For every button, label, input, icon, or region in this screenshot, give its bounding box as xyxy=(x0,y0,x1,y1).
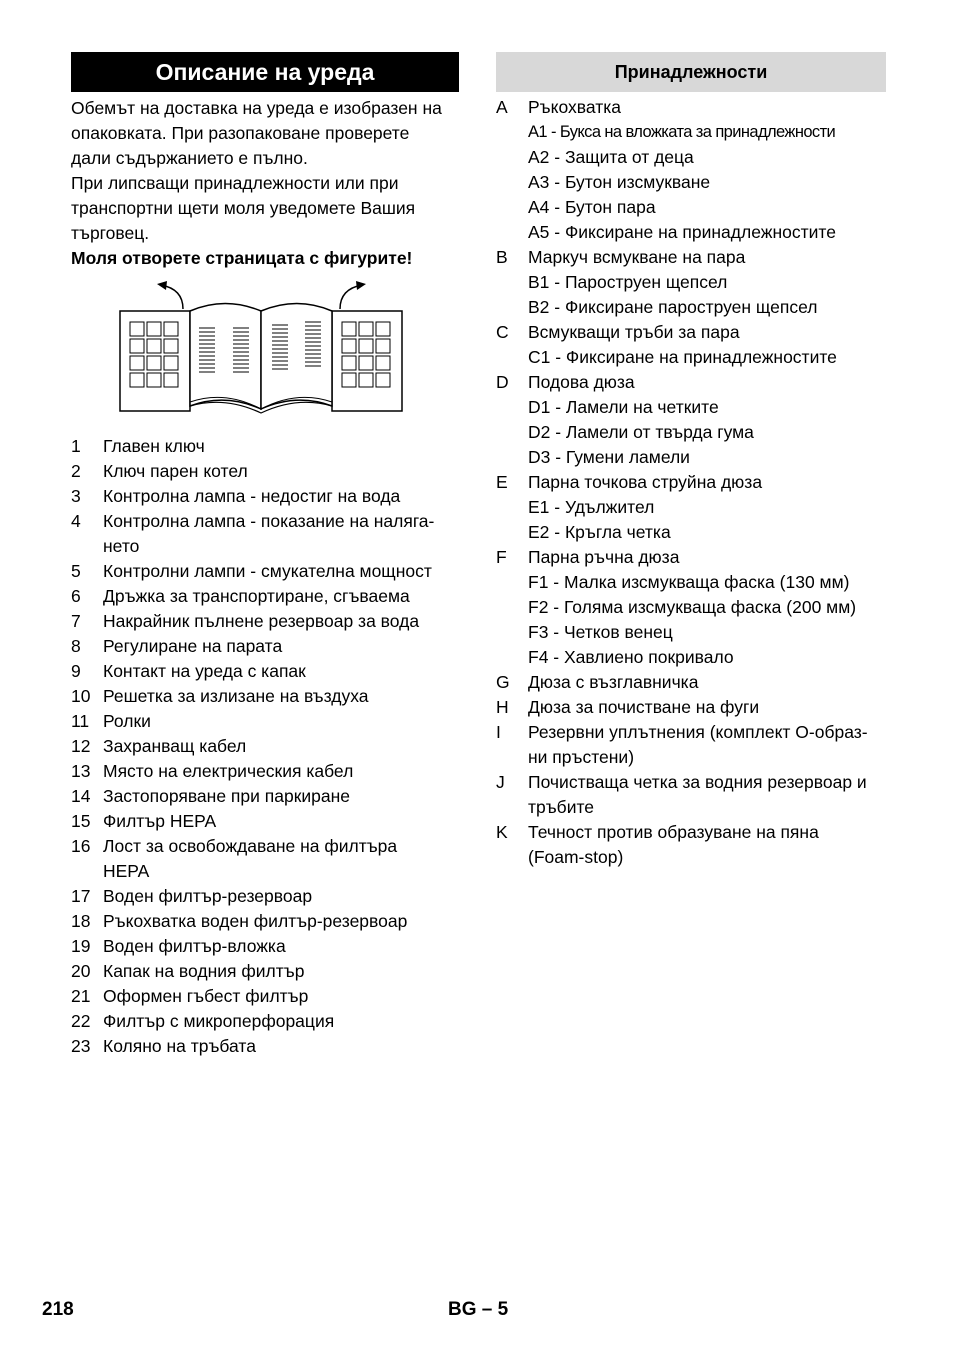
accessory-name: Всмукващи тръби за пара xyxy=(528,322,740,342)
accessory-subitem: B2 - Фиксиране пароструен щепсел xyxy=(528,297,818,317)
item-number: 15 xyxy=(71,811,91,831)
accessory-name: ни пръстени) xyxy=(528,747,635,767)
item-text-line: Дръжка за транспортиране, сгъваема xyxy=(103,586,410,606)
item-text-line: Ролки xyxy=(103,711,151,731)
item-text-line: нето xyxy=(103,536,140,556)
accessory-body xyxy=(528,470,886,545)
item-text-line: Ключ парен котел xyxy=(103,461,248,481)
item-number: 14 xyxy=(71,786,91,806)
accessory-group xyxy=(496,320,886,370)
accessory-subitem: A2 - Защита от деца xyxy=(528,147,694,167)
accessory-group xyxy=(496,770,886,820)
item-text xyxy=(103,759,459,784)
list-item xyxy=(71,509,459,559)
accessory-subitem: A3 - Бутон изсмукване xyxy=(528,172,711,192)
item-text xyxy=(103,509,459,559)
list-item xyxy=(71,734,459,759)
item-text-line: Накрайник пълнене резервоар за вода xyxy=(103,611,420,631)
accessory-subitem: B1 - Пароструен щепсел xyxy=(528,272,728,292)
item-number: 19 xyxy=(71,936,91,956)
item-text-line: HEPA xyxy=(103,861,150,881)
section-title-accessories: Принадлежности xyxy=(496,52,886,92)
accessory-body xyxy=(528,370,886,470)
accessory-body xyxy=(528,695,886,720)
accessory-body xyxy=(528,770,886,820)
item-text xyxy=(103,834,459,884)
accessory-subitem: F1 - Малка изсмукваща фаска (130 мм) xyxy=(528,572,850,592)
item-text-line: Главен ключ xyxy=(103,436,205,456)
item-text-line: Контролна лампа - недостиг на вода xyxy=(103,486,401,506)
accessory-letter: C xyxy=(496,322,509,342)
accessory-name: Дюза за почистване на фуги xyxy=(528,697,760,717)
accessory-subitem: A1 - Букса на вложката за принадлежности xyxy=(528,123,836,141)
item-text-line: Воден филтър-вложка xyxy=(103,936,286,956)
item-number: 23 xyxy=(71,1036,91,1056)
item-number: 9 xyxy=(71,661,81,681)
list-item xyxy=(71,809,459,834)
item-text xyxy=(103,959,459,984)
list-item xyxy=(71,759,459,784)
list-item xyxy=(71,634,459,659)
item-text-line: Застопоряване при паркиране xyxy=(103,786,350,806)
item-number: 12 xyxy=(71,736,91,756)
accessory-group xyxy=(496,470,886,545)
accessory-body xyxy=(528,545,886,670)
open-book-figure xyxy=(117,281,407,421)
accessory-letter: J xyxy=(496,772,505,792)
accessory-group xyxy=(496,670,886,695)
accessory-letter: G xyxy=(496,672,510,692)
list-item xyxy=(71,959,459,984)
item-number: 18 xyxy=(71,911,91,931)
item-text xyxy=(103,1034,459,1059)
item-text xyxy=(103,734,459,759)
item-number: 7 xyxy=(71,611,81,631)
device-parts-list xyxy=(71,434,459,1059)
accessory-letter: H xyxy=(496,697,509,717)
item-text xyxy=(103,1009,459,1034)
list-item xyxy=(71,659,459,684)
item-text xyxy=(103,809,459,834)
accessory-subitem: D2 - Ламели от твърда гума xyxy=(528,422,754,442)
item-text xyxy=(103,559,459,584)
accessory-group xyxy=(496,695,886,720)
item-text xyxy=(103,784,459,809)
item-text-line: Коляно на тръбата xyxy=(103,1036,256,1056)
accessory-letter: I xyxy=(496,722,501,742)
accessory-subitem: F2 - Голяма изсмукваща фаска (200 мм) xyxy=(528,597,857,617)
accessory-name: Маркуч всмукване на пара xyxy=(528,247,746,267)
list-item xyxy=(71,584,459,609)
item-number: 10 xyxy=(71,686,91,706)
section-title-description: Описание на уреда xyxy=(71,52,459,92)
accessory-subitem: F4 - Хавлиено покривало xyxy=(528,647,734,667)
item-text-line: Място на електрическия кабел xyxy=(103,761,354,781)
item-text xyxy=(103,684,459,709)
list-item xyxy=(71,884,459,909)
item-text xyxy=(103,484,459,509)
accessory-body xyxy=(528,245,886,320)
accessory-name: Парна точкова струйна дюза xyxy=(528,472,763,492)
accessory-letter: E xyxy=(496,472,508,492)
item-text-line: Решетка за излизане на въздуха xyxy=(103,686,369,706)
accessory-subitem: E1 - Удължител xyxy=(528,497,655,517)
list-item xyxy=(71,684,459,709)
list-item xyxy=(71,709,459,734)
left-column xyxy=(71,52,459,1059)
accessory-subitem: C1 - Фиксиране на принадлежностите xyxy=(528,347,837,367)
list-item xyxy=(71,434,459,459)
item-text xyxy=(103,884,459,909)
item-number: 8 xyxy=(71,636,81,656)
item-text xyxy=(103,434,459,459)
item-text xyxy=(103,584,459,609)
accessory-name: (Foam-stop) xyxy=(528,847,624,867)
item-text xyxy=(103,984,459,1009)
page-number: 218 xyxy=(42,1299,74,1320)
list-item xyxy=(71,1009,459,1034)
item-number: 6 xyxy=(71,586,81,606)
intro-line: опаковката. При разопаковане проверете xyxy=(71,123,410,143)
accessory-group xyxy=(496,720,886,770)
item-text-line: Регулиране на парата xyxy=(103,636,283,656)
list-item xyxy=(71,909,459,934)
accessory-name: Парна ръчна дюза xyxy=(528,547,680,567)
intro-line: търговец. xyxy=(71,223,150,243)
item-number: 20 xyxy=(71,961,91,981)
list-item xyxy=(71,459,459,484)
accessories-list xyxy=(496,95,886,870)
item-text-line: Воден филтър-резервоар xyxy=(103,886,313,906)
accessory-letter: D xyxy=(496,372,509,392)
page-code: BG – 5 xyxy=(448,1299,509,1320)
item-number: 13 xyxy=(71,761,91,781)
accessory-subitem: D1 - Ламели на четките xyxy=(528,397,719,417)
item-number: 4 xyxy=(71,511,81,531)
accessory-group xyxy=(496,370,886,470)
list-item xyxy=(71,934,459,959)
item-number: 5 xyxy=(71,561,81,581)
right-column xyxy=(496,52,886,870)
item-text-line: Контакт на уреда с капак xyxy=(103,661,306,681)
item-text-line: Контролни лампи - смукателна мощност xyxy=(103,561,432,581)
item-text-line: Ръкохватка воден филтър-резервоар xyxy=(103,911,408,931)
item-text xyxy=(103,909,459,934)
accessory-name: Ръкохватка xyxy=(528,97,621,117)
list-item xyxy=(71,484,459,509)
accessory-name: Дюза с възглавничка xyxy=(528,672,699,692)
list-item xyxy=(71,784,459,809)
intro-line: транспортни щети моля уведомете Вашия xyxy=(71,198,416,218)
list-item xyxy=(71,834,459,884)
intro-line: Обемът на доставка на уреда е изобразен на xyxy=(71,98,442,118)
list-item xyxy=(71,1034,459,1059)
accessory-name: тръбите xyxy=(528,797,595,817)
accessory-name: Почистваща четка за водния резервоар и xyxy=(528,772,867,792)
accessory-letter: K xyxy=(496,822,508,842)
item-text-line: Контролна лампа - показание на наляга- xyxy=(103,511,435,531)
accessory-subitem: D3 - Гумени ламели xyxy=(528,447,690,467)
list-item xyxy=(71,609,459,634)
accessory-letter: F xyxy=(496,547,507,567)
item-number: 17 xyxy=(71,886,91,906)
accessory-subitem: A5 - Фиксиране на принадлежностите xyxy=(528,222,836,242)
accessory-subitem: A4 - Бутон пара xyxy=(528,197,656,217)
list-item xyxy=(71,559,459,584)
accessory-body xyxy=(528,670,886,695)
accessory-body xyxy=(528,320,886,370)
accessory-body xyxy=(528,820,886,870)
item-number: 3 xyxy=(71,486,81,506)
accessory-group xyxy=(496,545,886,670)
accessory-group xyxy=(496,245,886,320)
list-item xyxy=(71,984,459,1009)
intro-line: При липсващи принадлежности или при xyxy=(71,173,399,193)
accessory-name: Течност против образуване на пяна xyxy=(528,822,819,842)
item-text xyxy=(103,609,459,634)
accessory-group xyxy=(496,820,886,870)
item-number: 2 xyxy=(71,461,81,481)
accessory-group xyxy=(496,95,886,245)
item-text xyxy=(103,709,459,734)
accessory-body xyxy=(528,720,886,770)
accessory-name: Подова дюза xyxy=(528,372,635,392)
item-text-line: Капак на водния филтър xyxy=(103,961,305,981)
accessory-subitem: E2 - Кръгла четка xyxy=(528,522,671,542)
accessory-letter: B xyxy=(496,247,508,267)
open-figures-note: Моля отворете страницата с фигурите! xyxy=(71,248,413,268)
item-number: 11 xyxy=(71,711,90,731)
item-text-line: Лост за освобождаване на филтъра xyxy=(103,836,398,856)
item-text xyxy=(103,934,459,959)
accessory-subitem: F3 - Четков венец xyxy=(528,622,673,642)
item-number: 16 xyxy=(71,836,91,856)
item-text xyxy=(103,659,459,684)
item-text-line: Оформен гъбест филтър xyxy=(103,986,309,1006)
intro-line: дали съдържанието е пълно. xyxy=(71,148,308,168)
accessory-letter: A xyxy=(496,97,508,117)
item-text-line: Филтър HEPA xyxy=(103,811,217,831)
item-text xyxy=(103,634,459,659)
intro-text xyxy=(71,96,459,271)
item-number: 1 xyxy=(71,436,81,456)
accessory-name: Резервни уплътнения (комплект О-образ- xyxy=(528,722,868,742)
item-text-line: Захранващ кабел xyxy=(103,736,247,756)
accessory-body xyxy=(528,95,886,245)
item-number: 21 xyxy=(71,986,91,1006)
item-text-line: Филтър с микроперфорация xyxy=(103,1011,335,1031)
item-number: 22 xyxy=(71,1011,91,1031)
item-text xyxy=(103,459,459,484)
